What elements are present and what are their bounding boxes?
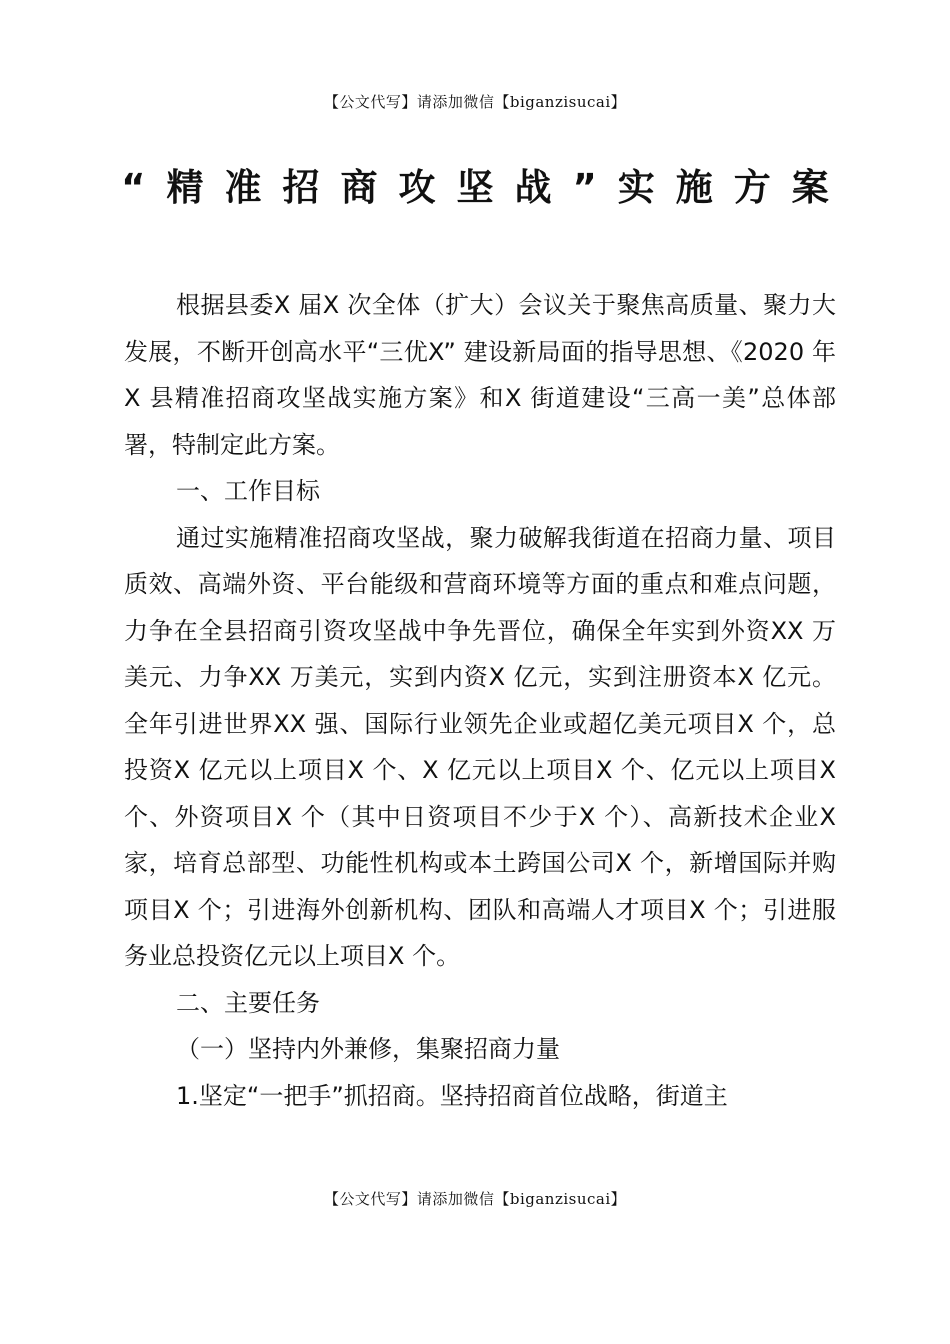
page-footer: 【公文代写】请添加微信【biganzisucai】 [323, 1190, 627, 1208]
document-title: “精准招商攻坚战”实施方案 [121, 166, 850, 209]
section-heading-goals: 一、工作目标 [176, 477, 320, 505]
intro-paragraph: 根据县委X 届X 次全体（扩大）会议关于聚焦高质量、聚力大发展，不断开创高水平“三优X” 建设新局面的指导思想、《2020 年X 县精准招商攻坚战实施方案》和X 街道建设“三高一美”总体部署，特制定此方案。 [124, 291, 836, 459]
document-body [124, 282, 836, 1119]
item-1-paragraph: 1.坚定“一把手”抓招商。坚持招商首位战略，街道主 [176, 1081, 728, 1110]
section-heading-tasks: 二、主要任务 [176, 988, 320, 1017]
subsection-heading-1: （一）坚持内外兼修，集聚招商力量 [176, 1035, 560, 1063]
page-header: 【公文代写】请添加微信【biganzisucai】 [323, 93, 627, 111]
goals-paragraph: 通过实施精准招商攻坚战，聚力破解我街道在招商力量、项目质效、高端外资、平台能级和营商环境等方面的重点和难点问题，力争在全县招商引资攻坚战中争先晋位，确保全年实到外资XX 万美元、力争XX 万美元，实到内资X 亿元，实到注册资本X 亿元。全年引进世界XX 强、国际行业领先企业或超亿美元项目X 个，总投资X 亿元以上项目X 个、X 亿元以上项目X 个、亿元以上项目X 个、外资项目X 个（其中日资项目不少于X 个）、高新技术企业X 家，培育总部型、功能性机构或本土跨国公司X 个，新增国际并购项目X 个；引进海外创新机构、团队和高端人才项目X 个；引进服务业总投资亿元以上项目X 个。 [124, 523, 836, 970]
